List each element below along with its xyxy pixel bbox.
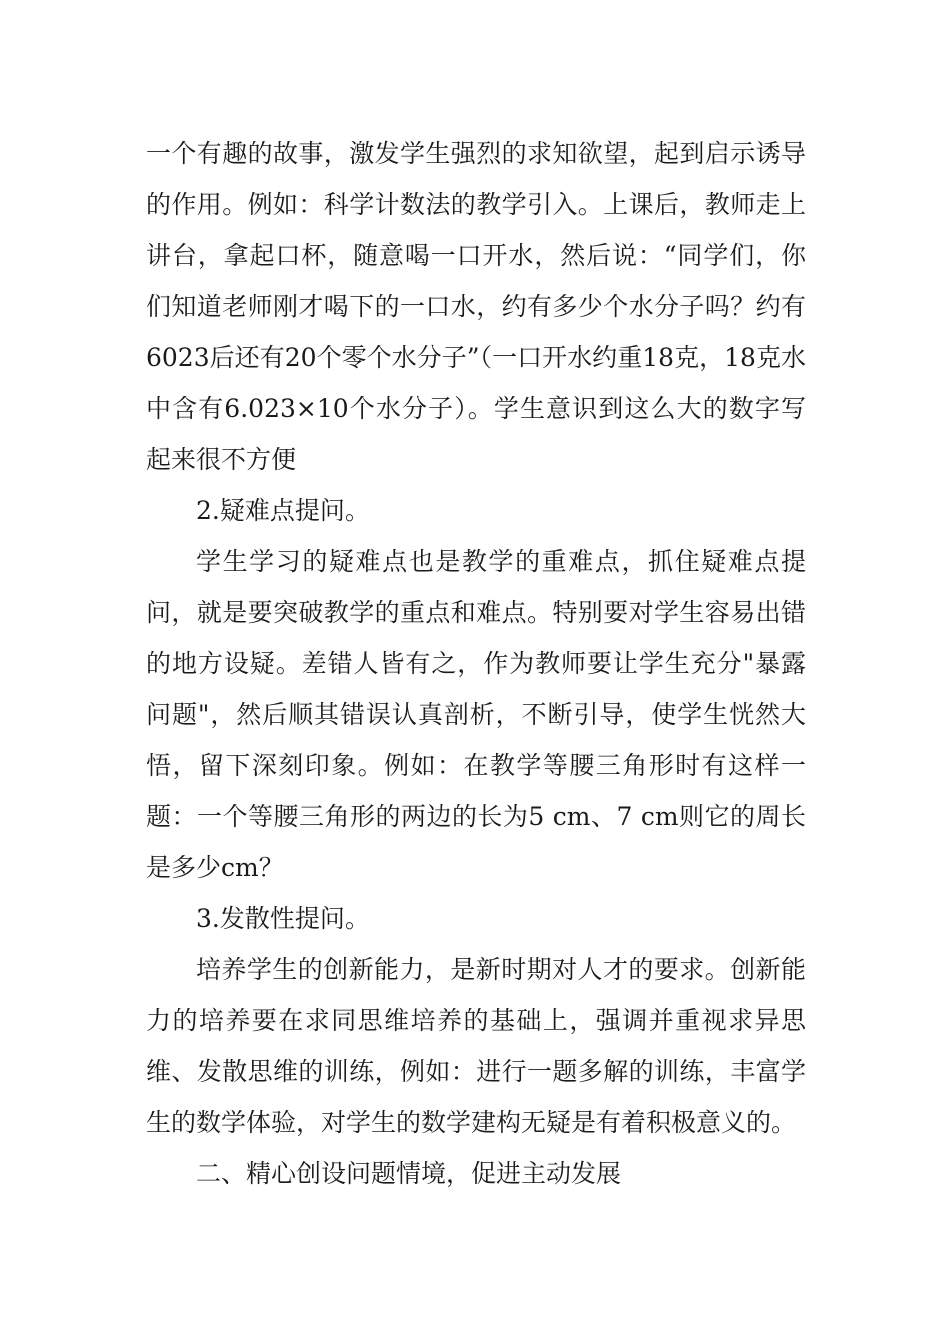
section-heading-problem-situation: 二、精心创设问题情境，促进主动发展 [196,1159,622,1188]
paragraph-innovation: 培养学生的创新能力，是新时期对人才的要求。创新能力的培养要在求同思维培养的基础上，强调并重视求异思维、发散思维的训练，例如：进行一题多解的训练，丰富学生的数学体验，对学生的数学建构无疑是有着积极意义的。 [146,955,806,1137]
paragraph-difficult-points: 学生学习的疑难点也是教学的重难点，抓住疑难点提问，就是要突破教学的重点和难点。特别要对学生容易出错的地方设疑。差错人皆有之，作为教师要让学生充分"暴露问题"，然后顺其错误认真剖析，不断引导，使学生恍然大悟，留下深刻印象。例如：在教学等腰三角形时有这样一题：一个等腰三角形的两边的长为5 cm、7 cm则它的周长是多少cm？ [146,547,806,882]
paragraph-story-intro: 一个有趣的故事，激发学生强烈的求知欲望，起到启示诱导的作用。例如：科学计数法的教学引入。上课后，教师走上讲台，拿起口杯，随意喝一口开水，然后说：“同学们，你们知道老师刚才喝下的一口水，约有多少个水分子吗？约有6023后还有20个零个水分子”（一口开水约重18克，18克水中含有6.023×10个水分子）。学生意识到这么大的数字写起来很不方便 [146,139,806,474]
document-body [146,128,806,1199]
heading-difficult-point-questioning: 2.疑难点提问。 [196,496,370,525]
heading-divergent-questioning: 3.发散性提问。 [196,904,370,933]
